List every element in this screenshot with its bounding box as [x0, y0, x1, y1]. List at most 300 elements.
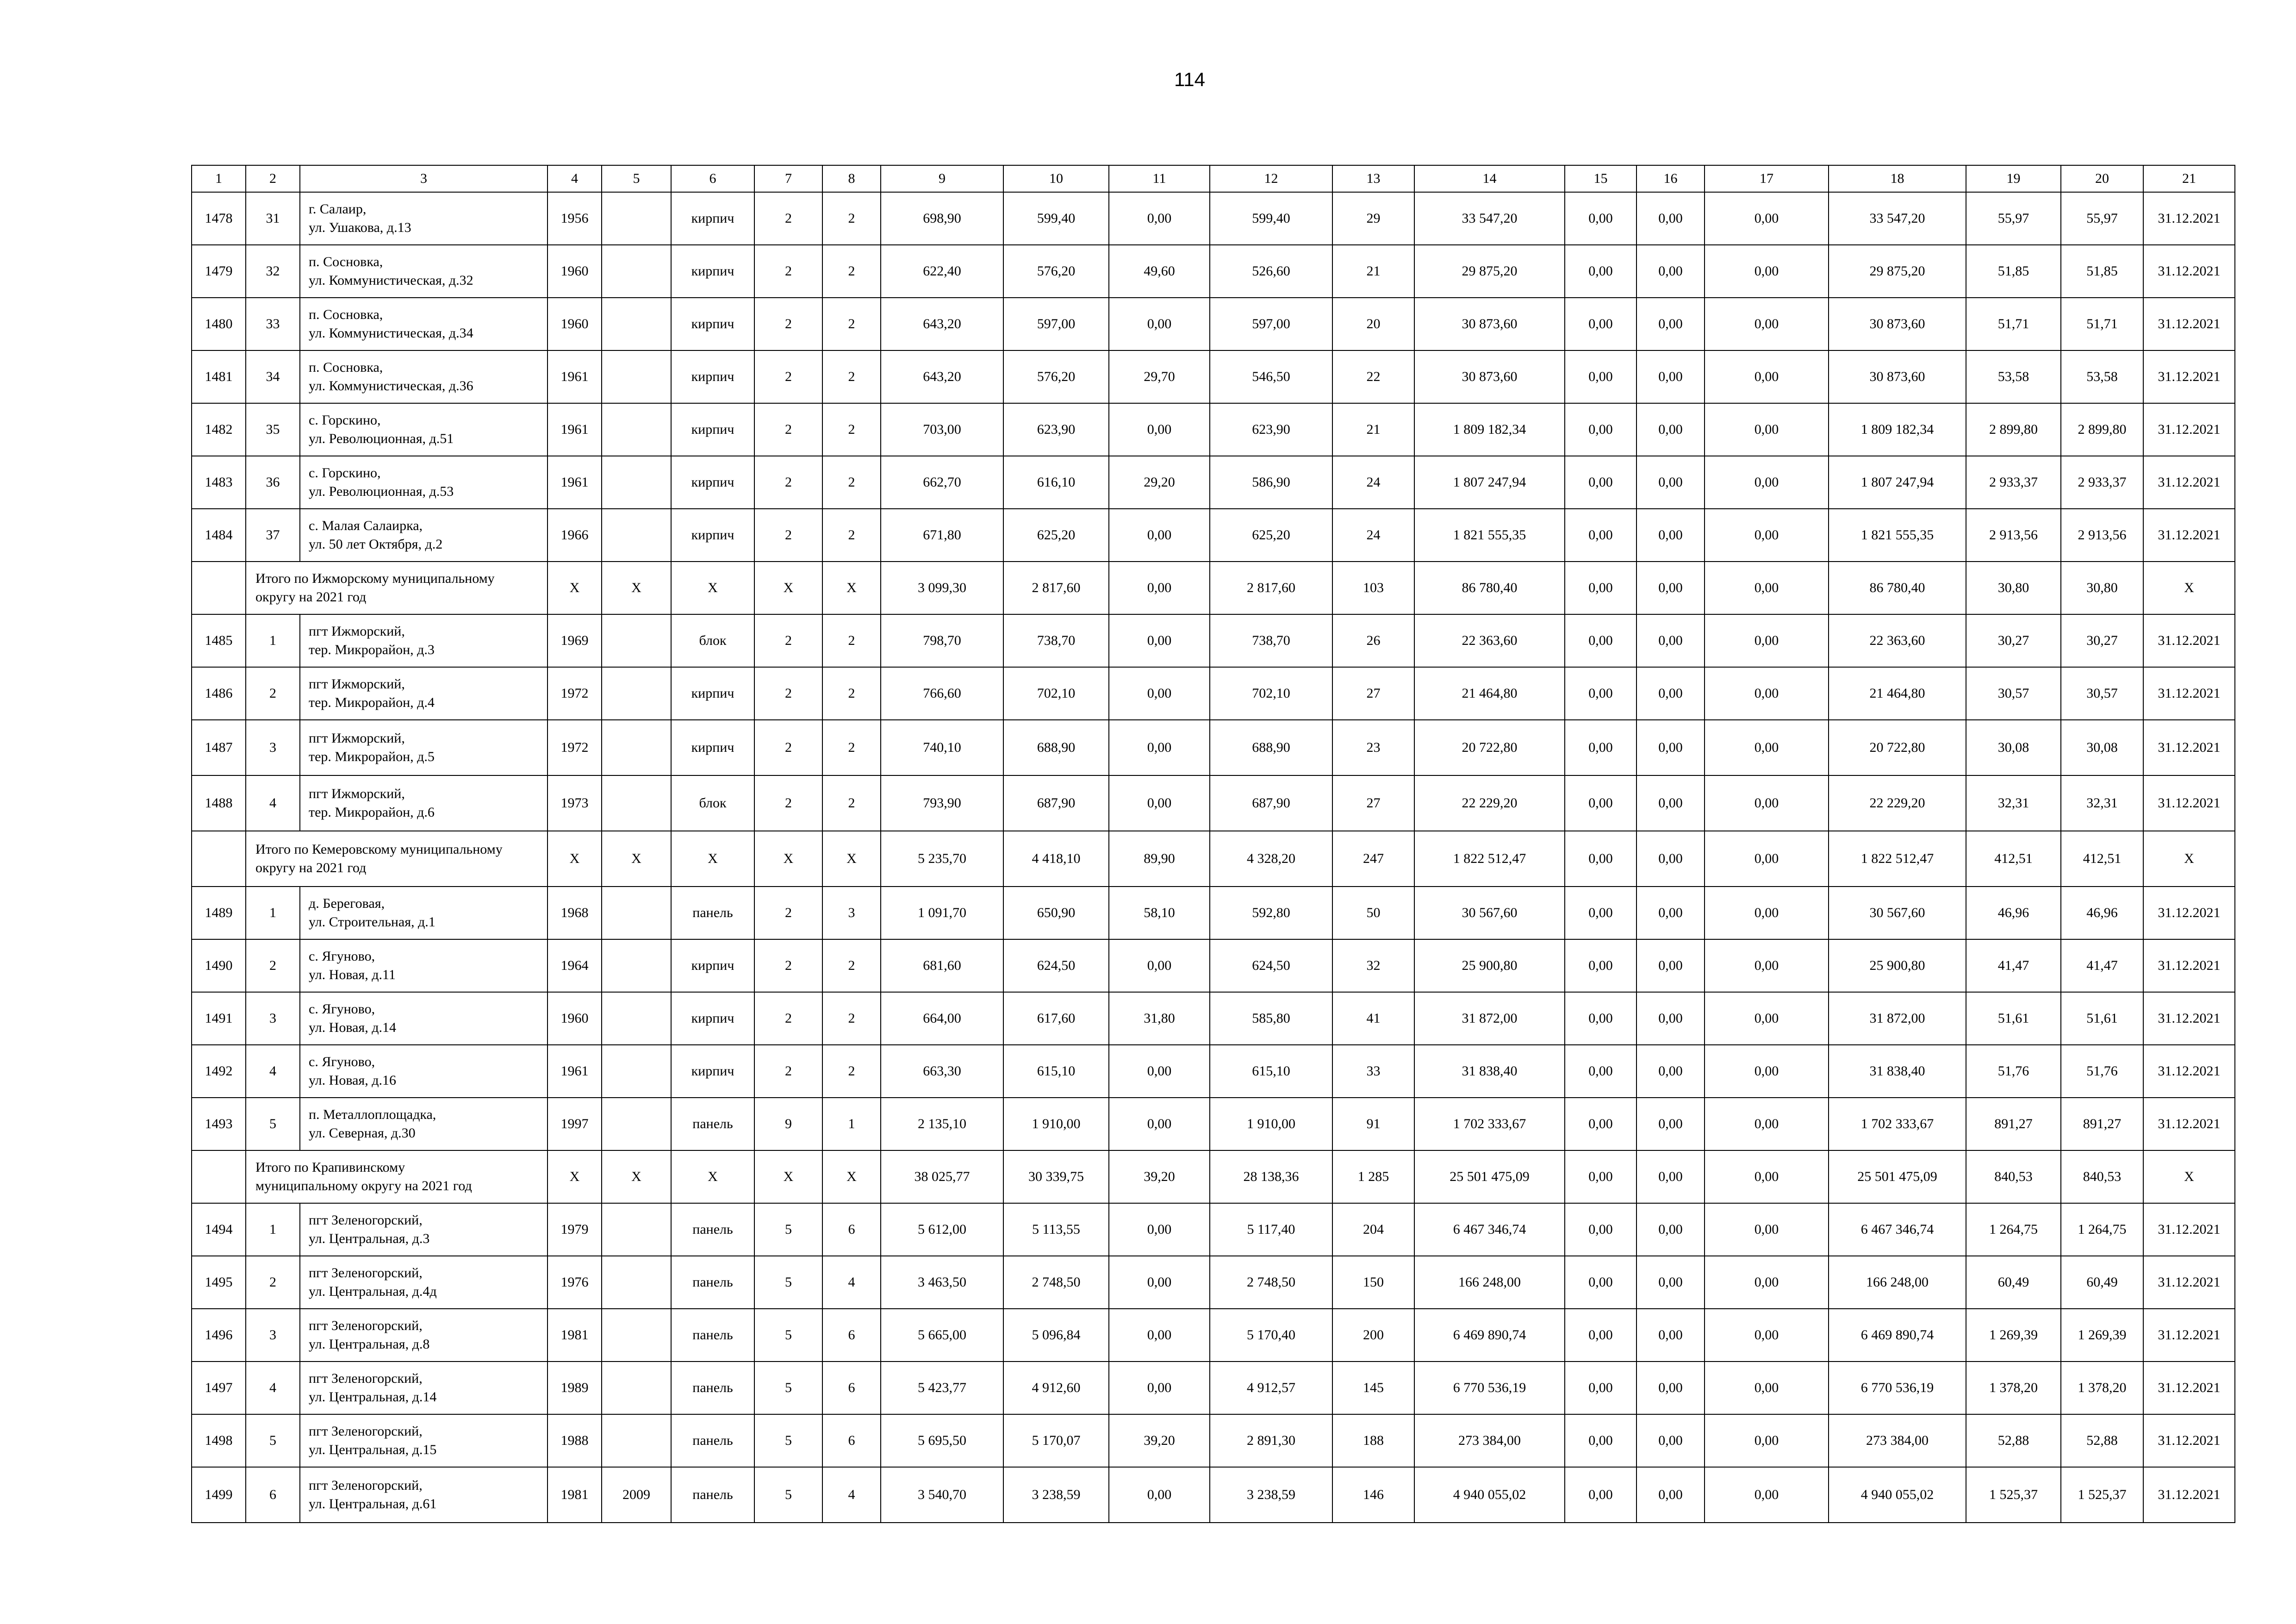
address-cell: пгт Ижморский, тер. Микрорайон, д.5 [300, 720, 548, 775]
cell-c12: 597,00 [1210, 298, 1332, 350]
cell-c18: 1 821 555,35 [1829, 509, 1966, 562]
cell-c18: 273 384,00 [1829, 1414, 1966, 1467]
column-header-8: 8 [822, 165, 881, 192]
cell-c13: 145 [1332, 1362, 1414, 1414]
cell-c12: 5 170,40 [1210, 1309, 1332, 1362]
address-cell: п. Сосновка, ул. Коммунистическая, д.34 [300, 298, 548, 350]
cell-c17: 0,00 [1705, 1414, 1829, 1467]
cell-c7: 5 [754, 1414, 822, 1467]
cell-c20: 1 378,20 [2061, 1362, 2143, 1414]
row-number-cell: 1482 [192, 403, 246, 456]
cell-c13: 204 [1332, 1203, 1414, 1256]
cell-c13: 21 [1332, 245, 1414, 298]
cell-c20: 30,57 [2061, 667, 2143, 720]
cell-c12: 688,90 [1210, 720, 1332, 775]
cell-c16: 0,00 [1636, 1414, 1705, 1467]
cell-c15: 0,00 [1565, 456, 1636, 509]
cell-c20: 2 933,37 [2061, 456, 2143, 509]
row-number-cell [192, 831, 246, 887]
cell-c4: 1960 [548, 245, 602, 298]
table-row [192, 298, 2235, 350]
cell-c19: 412,51 [1966, 831, 2061, 887]
cell-c16: 0,00 [1636, 1203, 1705, 1256]
table-row [192, 614, 2235, 667]
cell-c7: 2 [754, 939, 822, 992]
column-header-2: 2 [246, 165, 300, 192]
cell-c18: 1 822 512,47 [1829, 831, 1966, 887]
cell-c6: панель [671, 1467, 754, 1523]
cell-c9: 703,00 [881, 403, 1003, 456]
cell-c21: 31.12.2021 [2143, 403, 2235, 456]
cell-c17: 0,00 [1705, 887, 1829, 939]
cell-c12: 702,10 [1210, 667, 1332, 720]
table-row [192, 1309, 2235, 1362]
cell-c5 [602, 1256, 671, 1309]
cell-c14: 30 873,60 [1414, 298, 1565, 350]
item-index-cell: 35 [246, 403, 300, 456]
cell-c11: 0,00 [1109, 1045, 1210, 1098]
cell-c15: 0,00 [1565, 992, 1636, 1045]
cell-c21: 31.12.2021 [2143, 775, 2235, 831]
cell-c5 [602, 245, 671, 298]
table-row [192, 939, 2235, 992]
cell-c4: 1973 [548, 775, 602, 831]
cell-c12: 28 138,36 [1210, 1150, 1332, 1203]
cell-c20: 60,49 [2061, 1256, 2143, 1309]
item-index-cell: 1 [246, 1203, 300, 1256]
cell-c14: 1 807 247,94 [1414, 456, 1565, 509]
cell-c20: 30,08 [2061, 720, 2143, 775]
cell-c9: 698,90 [881, 192, 1003, 245]
cell-c19: 1 525,37 [1966, 1467, 2061, 1523]
column-header-10: 10 [1003, 165, 1109, 192]
cell-c19: 51,76 [1966, 1045, 2061, 1098]
cell-c4: 1972 [548, 720, 602, 775]
cell-c20: 891,27 [2061, 1098, 2143, 1150]
cell-c16: 0,00 [1636, 192, 1705, 245]
cell-c6: кирпич [671, 245, 754, 298]
address-cell: с. Ягуново, ул. Новая, д.14 [300, 992, 548, 1045]
cell-c19: 840,53 [1966, 1150, 2061, 1203]
cell-c12: 4 328,20 [1210, 831, 1332, 887]
cell-c9: 3 463,50 [881, 1256, 1003, 1309]
cell-c5 [602, 350, 671, 403]
cell-c7: 2 [754, 775, 822, 831]
row-number-cell: 1494 [192, 1203, 246, 1256]
row-number-cell: 1491 [192, 992, 246, 1045]
row-number-cell: 1480 [192, 298, 246, 350]
cell-c9: 3 099,30 [881, 562, 1003, 614]
cell-c4: 1997 [548, 1098, 602, 1150]
cell-c10: 2 817,60 [1003, 562, 1109, 614]
cell-c11: 0,00 [1109, 192, 1210, 245]
cell-c7: 2 [754, 509, 822, 562]
cell-c17: 0,00 [1705, 1256, 1829, 1309]
table-body [192, 165, 2235, 1523]
column-header-17: 17 [1705, 165, 1829, 192]
cell-c9: 663,30 [881, 1045, 1003, 1098]
cell-c20: 30,80 [2061, 562, 2143, 614]
table-row [192, 1203, 2235, 1256]
cell-c12: 526,60 [1210, 245, 1332, 298]
cell-c21: X [2143, 1150, 2235, 1203]
cell-c11: 49,60 [1109, 245, 1210, 298]
cell-c15: 0,00 [1565, 1467, 1636, 1523]
cell-c8: 3 [822, 887, 881, 939]
address-cell: пгт Зеленогорский, ул. Центральная, д.3 [300, 1203, 548, 1256]
cell-c21: 31.12.2021 [2143, 1256, 2235, 1309]
cell-c17: 0,00 [1705, 562, 1829, 614]
cell-c17: 0,00 [1705, 939, 1829, 992]
cell-c20: 52,88 [2061, 1414, 2143, 1467]
cell-c16: 0,00 [1636, 614, 1705, 667]
cell-c20: 51,85 [2061, 245, 2143, 298]
item-index-cell: 32 [246, 245, 300, 298]
cell-c18: 6 770 536,19 [1829, 1362, 1966, 1414]
cell-c4: 1988 [548, 1414, 602, 1467]
cell-c17: 0,00 [1705, 1098, 1829, 1150]
cell-c4: 1989 [548, 1362, 602, 1414]
cell-c8: X [822, 831, 881, 887]
cell-c7: X [754, 1150, 822, 1203]
cell-c19: 46,96 [1966, 887, 2061, 939]
cell-c18: 21 464,80 [1829, 667, 1966, 720]
row-number-cell: 1485 [192, 614, 246, 667]
cell-c13: 103 [1332, 562, 1414, 614]
item-index-cell: 2 [246, 939, 300, 992]
cell-c10: 4 912,60 [1003, 1362, 1109, 1414]
cell-c12: 1 910,00 [1210, 1098, 1332, 1150]
cell-c4: X [548, 831, 602, 887]
cell-c5: X [602, 562, 671, 614]
cell-c19: 2 933,37 [1966, 456, 2061, 509]
cell-c16: 0,00 [1636, 245, 1705, 298]
cell-c17: 0,00 [1705, 1045, 1829, 1098]
table-row [192, 1045, 2235, 1098]
cell-c5 [602, 298, 671, 350]
cell-c10: 5 096,84 [1003, 1309, 1109, 1362]
item-index-cell: 1 [246, 614, 300, 667]
cell-c11: 0,00 [1109, 1309, 1210, 1362]
cell-c21: 31.12.2021 [2143, 298, 2235, 350]
cell-c19: 2 913,56 [1966, 509, 2061, 562]
table-row [192, 245, 2235, 298]
cell-c7: 2 [754, 350, 822, 403]
cell-c9: 643,20 [881, 298, 1003, 350]
cell-c6: кирпич [671, 667, 754, 720]
cell-c14: 33 547,20 [1414, 192, 1565, 245]
cell-c7: 2 [754, 456, 822, 509]
cell-c7: 5 [754, 1203, 822, 1256]
cell-c11: 0,00 [1109, 562, 1210, 614]
cell-c18: 1 702 333,67 [1829, 1098, 1966, 1150]
cell-c10: 3 238,59 [1003, 1467, 1109, 1523]
cell-c15: 0,00 [1565, 1256, 1636, 1309]
cell-c6: блок [671, 614, 754, 667]
cell-c7: 2 [754, 667, 822, 720]
cell-c10: 616,10 [1003, 456, 1109, 509]
address-cell: д. Береговая, ул. Строительная, д.1 [300, 887, 548, 939]
row-number-cell: 1488 [192, 775, 246, 831]
cell-c7: X [754, 831, 822, 887]
cell-c21: 31.12.2021 [2143, 509, 2235, 562]
cell-c5 [602, 614, 671, 667]
cell-c10: 623,90 [1003, 403, 1109, 456]
address-cell: пгт Зеленогорский, ул. Центральная, д.4д [300, 1256, 548, 1309]
cell-c12: 2 748,50 [1210, 1256, 1332, 1309]
cell-c17: 0,00 [1705, 775, 1829, 831]
cell-c11: 0,00 [1109, 298, 1210, 350]
address-cell: п. Металлоплощадка, ул. Северная, д.30 [300, 1098, 548, 1150]
cell-c18: 30 567,60 [1829, 887, 1966, 939]
cell-c8: 2 [822, 939, 881, 992]
cell-c14: 30 873,60 [1414, 350, 1565, 403]
cell-c20: 1 525,37 [2061, 1467, 2143, 1523]
cell-c4: 1968 [548, 887, 602, 939]
cell-c14: 30 567,60 [1414, 887, 1565, 939]
cell-c17: 0,00 [1705, 192, 1829, 245]
cell-c6: кирпич [671, 456, 754, 509]
cell-c10: 576,20 [1003, 245, 1109, 298]
cell-c16: 0,00 [1636, 456, 1705, 509]
cell-c5 [602, 1045, 671, 1098]
item-index-cell: 3 [246, 720, 300, 775]
address-cell: пгт Зеленогорский, ул. Центральная, д.14 [300, 1362, 548, 1414]
cell-c13: 27 [1332, 775, 1414, 831]
cell-c19: 51,71 [1966, 298, 2061, 350]
item-index-cell: 33 [246, 298, 300, 350]
cell-c19: 53,58 [1966, 350, 2061, 403]
table-row [192, 667, 2235, 720]
cell-c13: 24 [1332, 509, 1414, 562]
cell-c16: 0,00 [1636, 1045, 1705, 1098]
cell-c4: 1981 [548, 1467, 602, 1523]
cell-c12: 623,90 [1210, 403, 1332, 456]
cell-c11: 0,00 [1109, 1467, 1210, 1523]
cell-c4: 1979 [548, 1203, 602, 1256]
cell-c19: 2 899,80 [1966, 403, 2061, 456]
row-number-cell: 1487 [192, 720, 246, 775]
cell-c21: 31.12.2021 [2143, 1098, 2235, 1150]
cell-c5 [602, 887, 671, 939]
cell-c15: 0,00 [1565, 1098, 1636, 1150]
cell-c11: 39,20 [1109, 1414, 1210, 1467]
cell-c20: 2 913,56 [2061, 509, 2143, 562]
cell-c5 [602, 1309, 671, 1362]
cell-c15: 0,00 [1565, 1203, 1636, 1256]
subtotal-row [192, 562, 2235, 614]
cell-c8: 6 [822, 1309, 881, 1362]
cell-c19: 891,27 [1966, 1098, 2061, 1150]
address-cell: пгт Зеленогорский, ул. Центральная, д.15 [300, 1414, 548, 1467]
cell-c21: 31.12.2021 [2143, 992, 2235, 1045]
cell-c11: 0,00 [1109, 614, 1210, 667]
cell-c8: 2 [822, 992, 881, 1045]
cell-c17: 0,00 [1705, 1150, 1829, 1203]
cell-c13: 1 285 [1332, 1150, 1414, 1203]
cell-c14: 6 467 346,74 [1414, 1203, 1565, 1256]
cell-c10: 738,70 [1003, 614, 1109, 667]
cell-c16: 0,00 [1636, 1362, 1705, 1414]
cell-c8: 4 [822, 1256, 881, 1309]
cell-c5 [602, 509, 671, 562]
table-row [192, 887, 2235, 939]
cell-c4: 1961 [548, 456, 602, 509]
cell-c5 [602, 720, 671, 775]
cell-c18: 33 547,20 [1829, 192, 1966, 245]
cell-c7: 2 [754, 298, 822, 350]
cell-c7: 2 [754, 614, 822, 667]
cell-c19: 52,88 [1966, 1414, 2061, 1467]
cell-c13: 247 [1332, 831, 1414, 887]
cell-c6: X [671, 562, 754, 614]
cell-c16: 0,00 [1636, 939, 1705, 992]
cell-c13: 20 [1332, 298, 1414, 350]
cell-c15: 0,00 [1565, 509, 1636, 562]
cell-c17: 0,00 [1705, 720, 1829, 775]
address-cell: пгт Зеленогорский, ул. Центральная, д.8 [300, 1309, 548, 1362]
cell-c9: 5 423,77 [881, 1362, 1003, 1414]
cell-c20: 30,27 [2061, 614, 2143, 667]
cell-c20: 51,76 [2061, 1045, 2143, 1098]
cell-c11: 29,70 [1109, 350, 1210, 403]
cell-c14: 86 780,40 [1414, 562, 1565, 614]
cell-c17: 0,00 [1705, 1467, 1829, 1523]
cell-c4: 1961 [548, 350, 602, 403]
cell-c10: 30 339,75 [1003, 1150, 1109, 1203]
cell-c8: 6 [822, 1414, 881, 1467]
cell-c8: 2 [822, 245, 881, 298]
row-number-cell: 1484 [192, 509, 246, 562]
cell-c8: 2 [822, 667, 881, 720]
cell-c11: 0,00 [1109, 509, 1210, 562]
cell-c11: 58,10 [1109, 887, 1210, 939]
cell-c6: кирпич [671, 403, 754, 456]
cell-c16: 0,00 [1636, 1150, 1705, 1203]
row-number-cell: 1495 [192, 1256, 246, 1309]
cell-c14: 20 722,80 [1414, 720, 1565, 775]
address-cell: п. Сосновка, ул. Коммунистическая, д.32 [300, 245, 548, 298]
cell-c4: 1972 [548, 667, 602, 720]
cell-c16: 0,00 [1636, 831, 1705, 887]
row-number-cell: 1492 [192, 1045, 246, 1098]
item-index-cell: 34 [246, 350, 300, 403]
cell-c5: X [602, 831, 671, 887]
cell-c16: 0,00 [1636, 298, 1705, 350]
cell-c20: 55,97 [2061, 192, 2143, 245]
cell-c12: 5 117,40 [1210, 1203, 1332, 1256]
address-cell: пгт Ижморский, тер. Микрорайон, д.4 [300, 667, 548, 720]
housing-table [191, 165, 2235, 1523]
cell-c9: 662,70 [881, 456, 1003, 509]
cell-c17: 0,00 [1705, 614, 1829, 667]
cell-c14: 6 770 536,19 [1414, 1362, 1565, 1414]
cell-c14: 4 940 055,02 [1414, 1467, 1565, 1523]
cell-c15: 0,00 [1565, 939, 1636, 992]
address-cell: пгт Ижморский, тер. Микрорайон, д.3 [300, 614, 548, 667]
cell-c6: X [671, 1150, 754, 1203]
cell-c7: 2 [754, 992, 822, 1045]
cell-c9: 766,60 [881, 667, 1003, 720]
cell-c17: 0,00 [1705, 456, 1829, 509]
cell-c20: 840,53 [2061, 1150, 2143, 1203]
cell-c4: X [548, 562, 602, 614]
subtotal-label: Итого по Кемеровскому муниципальному округу на 2021 год [246, 831, 548, 887]
cell-c4: 1960 [548, 298, 602, 350]
cell-c6: кирпич [671, 192, 754, 245]
cell-c8: 2 [822, 456, 881, 509]
cell-c13: 32 [1332, 939, 1414, 992]
cell-c16: 0,00 [1636, 720, 1705, 775]
cell-c11: 0,00 [1109, 775, 1210, 831]
item-index-cell: 3 [246, 1309, 300, 1362]
row-number-cell: 1481 [192, 350, 246, 403]
cell-c5: X [602, 1150, 671, 1203]
cell-c13: 22 [1332, 350, 1414, 403]
cell-c16: 0,00 [1636, 1309, 1705, 1362]
cell-c17: 0,00 [1705, 1309, 1829, 1362]
cell-c11: 0,00 [1109, 1362, 1210, 1414]
cell-c9: 1 091,70 [881, 887, 1003, 939]
item-index-cell: 3 [246, 992, 300, 1045]
cell-c5 [602, 992, 671, 1045]
cell-c10: 5 113,55 [1003, 1203, 1109, 1256]
cell-c6: кирпич [671, 298, 754, 350]
row-number-cell [192, 562, 246, 614]
cell-c15: 0,00 [1565, 887, 1636, 939]
cell-c20: 1 269,39 [2061, 1309, 2143, 1362]
table-row [192, 1467, 2235, 1523]
cell-c6: панель [671, 1098, 754, 1150]
cell-c13: 33 [1332, 1045, 1414, 1098]
table-row [192, 1098, 2235, 1150]
cell-c17: 0,00 [1705, 403, 1829, 456]
cell-c19: 51,61 [1966, 992, 2061, 1045]
column-header-4: 4 [548, 165, 602, 192]
cell-c9: 740,10 [881, 720, 1003, 775]
header-row [192, 165, 2235, 192]
cell-c12: 687,90 [1210, 775, 1332, 831]
cell-c5 [602, 775, 671, 831]
address-cell: с. Ягуново, ул. Новая, д.16 [300, 1045, 548, 1098]
subtotal-label: Итого по Ижморскому муниципальному округу на 2021 год [246, 562, 548, 614]
subtotal-row [192, 831, 2235, 887]
cell-c6: кирпич [671, 720, 754, 775]
cell-c8: 2 [822, 509, 881, 562]
cell-c16: 0,00 [1636, 562, 1705, 614]
table-row [192, 1362, 2235, 1414]
cell-c21: 31.12.2021 [2143, 720, 2235, 775]
cell-c20: 53,58 [2061, 350, 2143, 403]
cell-c4: 1960 [548, 992, 602, 1045]
cell-c9: 38 025,77 [881, 1150, 1003, 1203]
row-number-cell: 1498 [192, 1414, 246, 1467]
column-header-18: 18 [1829, 165, 1966, 192]
cell-c4: 1961 [548, 403, 602, 456]
row-number-cell: 1493 [192, 1098, 246, 1150]
cell-c8: 2 [822, 192, 881, 245]
cell-c15: 0,00 [1565, 298, 1636, 350]
page-number: 114 [1174, 69, 1205, 90]
cell-c10: 617,60 [1003, 992, 1109, 1045]
cell-c18: 86 780,40 [1829, 562, 1966, 614]
cell-c15: 0,00 [1565, 667, 1636, 720]
cell-c11: 0,00 [1109, 1256, 1210, 1309]
cell-c8: X [822, 1150, 881, 1203]
cell-c9: 622,40 [881, 245, 1003, 298]
cell-c19: 30,57 [1966, 667, 2061, 720]
cell-c16: 0,00 [1636, 403, 1705, 456]
